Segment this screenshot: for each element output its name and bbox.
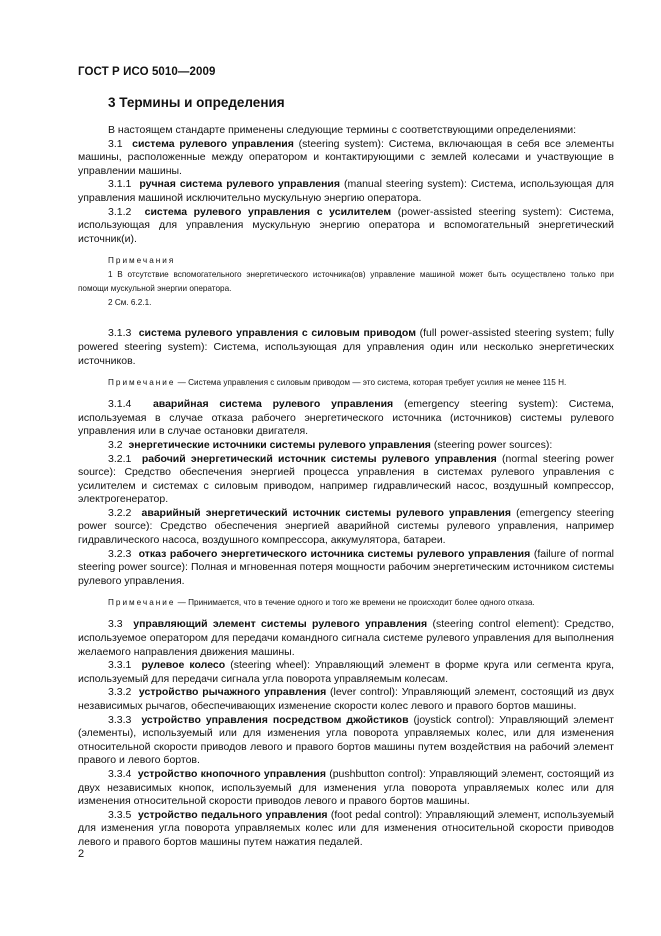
term-title: система рулевого управления с силовым приводом — [138, 327, 416, 340]
term-definition: (emergency steering power source): Средство обеспечения энергией аварийной системы рулевого управления, например гидравлического насоса, воздушного компрессора, аккумулятора, батареи. — [78, 506, 614, 547]
term-definition: (foot pedal control): Управляющий элемент, используемый для изменения угла поворота управляемых колес или для изменения относительной скорости приводов левого и правого бортов машины путем нажатия педалей. — [78, 808, 614, 848]
term-3-3-2 — [78, 686, 614, 713]
note-text: — Принимается, что в течение одного и того же времени не происходит более одного отказа. — [175, 598, 535, 608]
term-title: система рулевого управления — [132, 137, 294, 150]
term-3-1-1 — [78, 178, 614, 205]
term-definition: (manual steering system): Система, использующая для управления машиной исключительно мускульную энергию оператора. — [78, 178, 614, 204]
section-title: 3 Термины и определения — [108, 95, 285, 110]
note-label: Примечание — [108, 598, 176, 608]
term-number: 3.2.3 — [108, 547, 132, 560]
term-definition: (normal steering power source): Средство обеспечения энергией процесса управления в системах рулевого управления с усилителем и системах с силовым приводом, например гидравлический насос, воздушный компрессор, электрогенератор. — [78, 452, 614, 506]
term-definition: (pushbutton control): Управляющий элемент, состоящий из двух независимых кнопок, используемый для изменения угла поворота управляемых колес или для изменения относительной скорости приводов левого и правого бортов машины. — [78, 767, 614, 808]
term-3-1 — [78, 138, 614, 179]
term-3-3-1 — [78, 659, 614, 686]
notes-title: Примечания — [108, 256, 176, 266]
term-number: 3.2.1 — [108, 452, 132, 465]
term-title: аварийный энергетический источник системы рулевого управления — [141, 506, 512, 519]
term-title: устройство педального управления — [138, 808, 328, 821]
term-3-1-2 — [78, 206, 614, 247]
term-3-3-5 — [78, 809, 614, 850]
term-definition: (power-assisted steering system): Система, использующая для управления мускульную энергию оператора и вспомогательный энергетический источник(и). — [78, 205, 614, 245]
term-3-3 — [78, 618, 614, 659]
term-title: отказ рабочего энергетического источника системы рулевого управления — [138, 547, 531, 560]
term-title: рулевое колесо — [141, 659, 226, 672]
term-number: 3.3.1 — [108, 659, 132, 672]
term-3-2-3 — [78, 548, 614, 589]
term-title: устройство кнопочного управления — [137, 767, 326, 780]
term-3-1-4 — [78, 398, 614, 439]
term-number: 3.1.2 — [108, 205, 132, 218]
term-number: 3.1.4 — [108, 398, 132, 411]
note-failure — [78, 596, 614, 610]
term-definition: (failure of normal steering power source): Полная и мгновенная потеря мощности рабочим энергетическим источником системы рулевого управления. — [78, 547, 614, 587]
term-definition: (emergency steering system): Система, используемая в случае отказа рабочего энергетического источника (источников) системы рулевого управления или в случае остановки двигателя. — [78, 398, 614, 438]
term-3-3-4 — [78, 768, 614, 809]
term-definition: (steering control element): Средство, используемое оператором для передачи командного сигнала системе рулевого управления для выполнения желаемого направления движения машины. — [78, 618, 614, 658]
term-title: устройство рычажного управления — [138, 686, 327, 699]
term-title: рабочий энергетический источник системы рулевого управления — [141, 452, 497, 465]
term-title: система рулевого управления с усилителем — [144, 205, 392, 218]
term-3-2-2 — [78, 507, 614, 548]
term-number: 3.1.3 — [108, 327, 132, 340]
note-1: 1 В отсутствие вспомогательного энергетического источника(ов) управление машиной может быть осуществлено только при помощи мускульной энергии оператора. — [78, 270, 614, 294]
term-title: аварийная система рулевого управления — [152, 398, 394, 411]
term-number: 3.1 — [108, 137, 123, 150]
term-definition: (full power-assisted steering system; fully powered steering system): Система, использующая для управления один или несколько энергетических источников. — [78, 327, 614, 367]
term-title: ручная система рулевого управления — [139, 178, 341, 191]
term-number: 3.3.5 — [108, 808, 132, 821]
term-number: 3.3.4 — [108, 767, 132, 780]
term-definition: (lever control): Управляющий элемент, состоящий из двух независимых рычагов, обеспечивающих изменение скорости колес левого и правого бортов машины. — [78, 686, 614, 712]
term-number: 3.2 — [108, 438, 123, 451]
term-title: энергетические источники системы рулевого управления — [128, 438, 431, 451]
page-number: 2 — [78, 848, 85, 860]
intro-paragraph: В настоящем стандарте применены следующие термины с соответствующими определениями: — [108, 124, 577, 136]
term-number: 3.1.1 — [108, 178, 132, 191]
note-label: Примечание — [108, 378, 176, 388]
term-3-1-3 — [78, 327, 614, 368]
term-3-2 — [78, 439, 614, 453]
document-body — [78, 124, 614, 850]
term-definition: (joystick control): Управляющий элемент (элементы), используемый или для изменения угла поворота управляемых колес, или для изменения относительной скорости приводов левого и правого бортов машины путем воздействия на рабочий элемент правого и левого бортов. — [78, 713, 614, 767]
note-text: — Система управления с силовым приводом — это система, которая требует усилия не менее 115 Н. — [175, 378, 567, 388]
note-power-steering — [78, 376, 614, 390]
term-number: 3.3 — [108, 618, 123, 631]
term-3-2-1 — [78, 453, 614, 507]
term-title: управляющий элемент системы рулевого управления — [133, 618, 428, 631]
document-header: ГОСТ Р ИСО 5010—2009 — [78, 66, 216, 78]
term-3-3-3 — [78, 714, 614, 768]
term-number: 3.2.2 — [108, 506, 132, 519]
term-title: устройство управления посредством джойстиков — [141, 713, 409, 726]
term-definition: (steering system): Система, включающая в себя все элементы машины, расположенные между оператором и контактирующими с землей колесами и участвующие в управлении машины. — [78, 137, 614, 177]
note-2: 2 См. 6.2.1. — [108, 298, 152, 308]
term-definition: (steering power sources): — [430, 438, 553, 451]
term-number: 3.3.3 — [108, 713, 132, 726]
term-definition: (steering wheel): Управляющий элемент в форме круга или сегмента круга, используемый для передачи сигнала угла поворота управляемым колесам. — [78, 659, 614, 685]
term-number: 3.3.2 — [108, 686, 132, 699]
notes-block — [78, 254, 614, 310]
